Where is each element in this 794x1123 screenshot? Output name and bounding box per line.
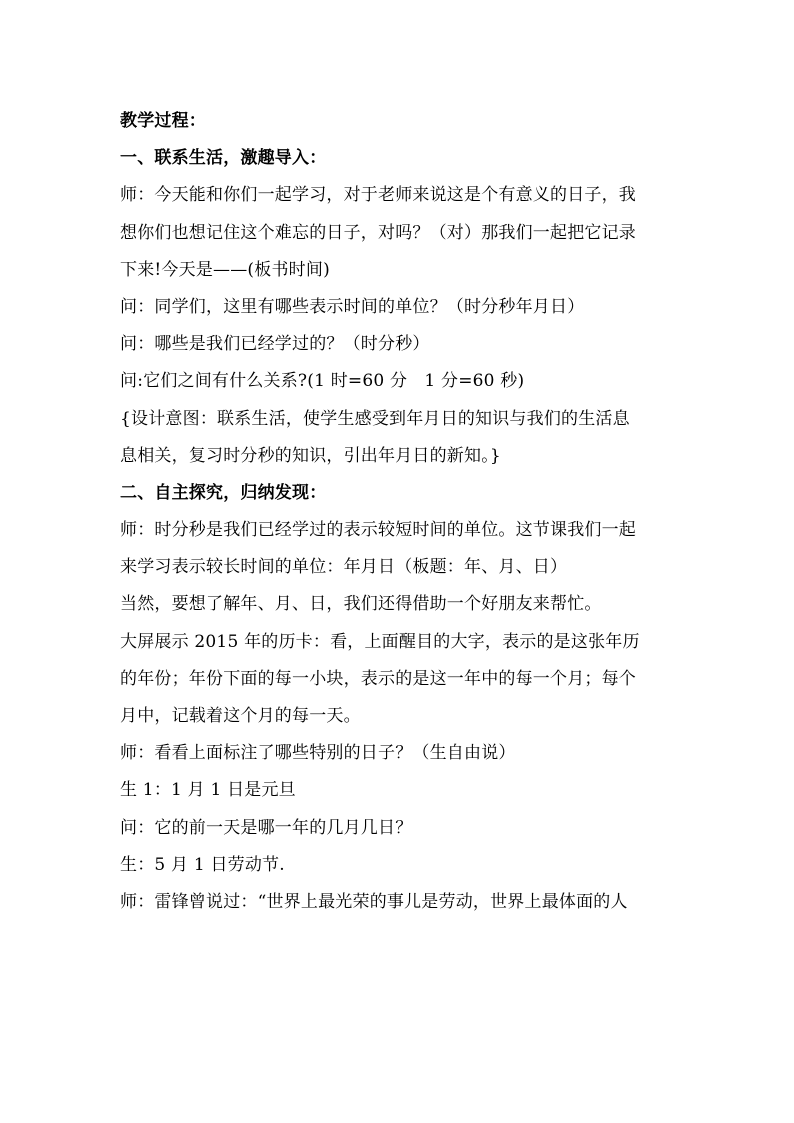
text-line: 想你们也想记住这个难忘的日子，对吗？（对）那我们一起把它记录 [120, 222, 636, 243]
text-line: 师：今天能和你们一起学习，对于老师来说这是个有意义的日子，我 [120, 185, 636, 206]
text-line: 师：时分秒是我们已经学过的表示较短时间的单位。这节课我们一起 [120, 520, 636, 541]
text-line: 问：哪些是我们已经学过的？（时分秒） [120, 334, 430, 355]
design-intent-line: 息相关，复习时分秒的知识，引出年月日的新知。} [120, 445, 501, 466]
heading-teaching-process: 教学过程： [120, 111, 206, 131]
text-line: 问:它们之间有什么关系?(1 时=60 分 1 分=60 秒) [120, 371, 525, 392]
section-heading-1: 一、联系生活，激趣导入： [120, 148, 327, 169]
text-line: 来学习表示较长时间的单位：年月日（板题：年、月、日） [120, 557, 568, 578]
design-intent-line: {设计意图：联系生活，使学生感受到年月日的知识与我们的生活息 [120, 408, 630, 429]
text-line: 下来!今天是——(板书时间) [120, 259, 330, 280]
text-line: 师：看看上面标注了哪些特别的日子？（生自由说） [120, 743, 516, 764]
text-line: 师：雷锋曾说过：“世界上最光荣的事儿是劳动，世界上最体面的人 [120, 891, 628, 912]
text-line: 生 1：1 月 1 日是元旦 [120, 780, 296, 801]
text-line: 问：它的前一天是哪一年的几月几日？ [120, 817, 413, 838]
text-line: 大屏展示 2015 年的历卡：看，上面醒目的大字，表示的是这张年历 [120, 631, 640, 652]
text-line: 问：同学们，这里有哪些表示时间的单位？（时分秒年月日） [120, 296, 585, 317]
document-body [120, 103, 690, 921]
text-line: 月中，记载着这个月的每一天。 [120, 706, 361, 726]
text-line: 生：5 月 1 日劳动节. [120, 854, 285, 875]
text-line: 的年份；年份下面的每一小块，表示的是这一年中的每一个月；每个 [120, 668, 636, 689]
section-heading-2: 二、自主探究，归纳发现： [120, 482, 327, 503]
text-line: 当然，要想了解年、月、日，我们还得借助一个好朋友来帮忙。 [120, 594, 602, 615]
